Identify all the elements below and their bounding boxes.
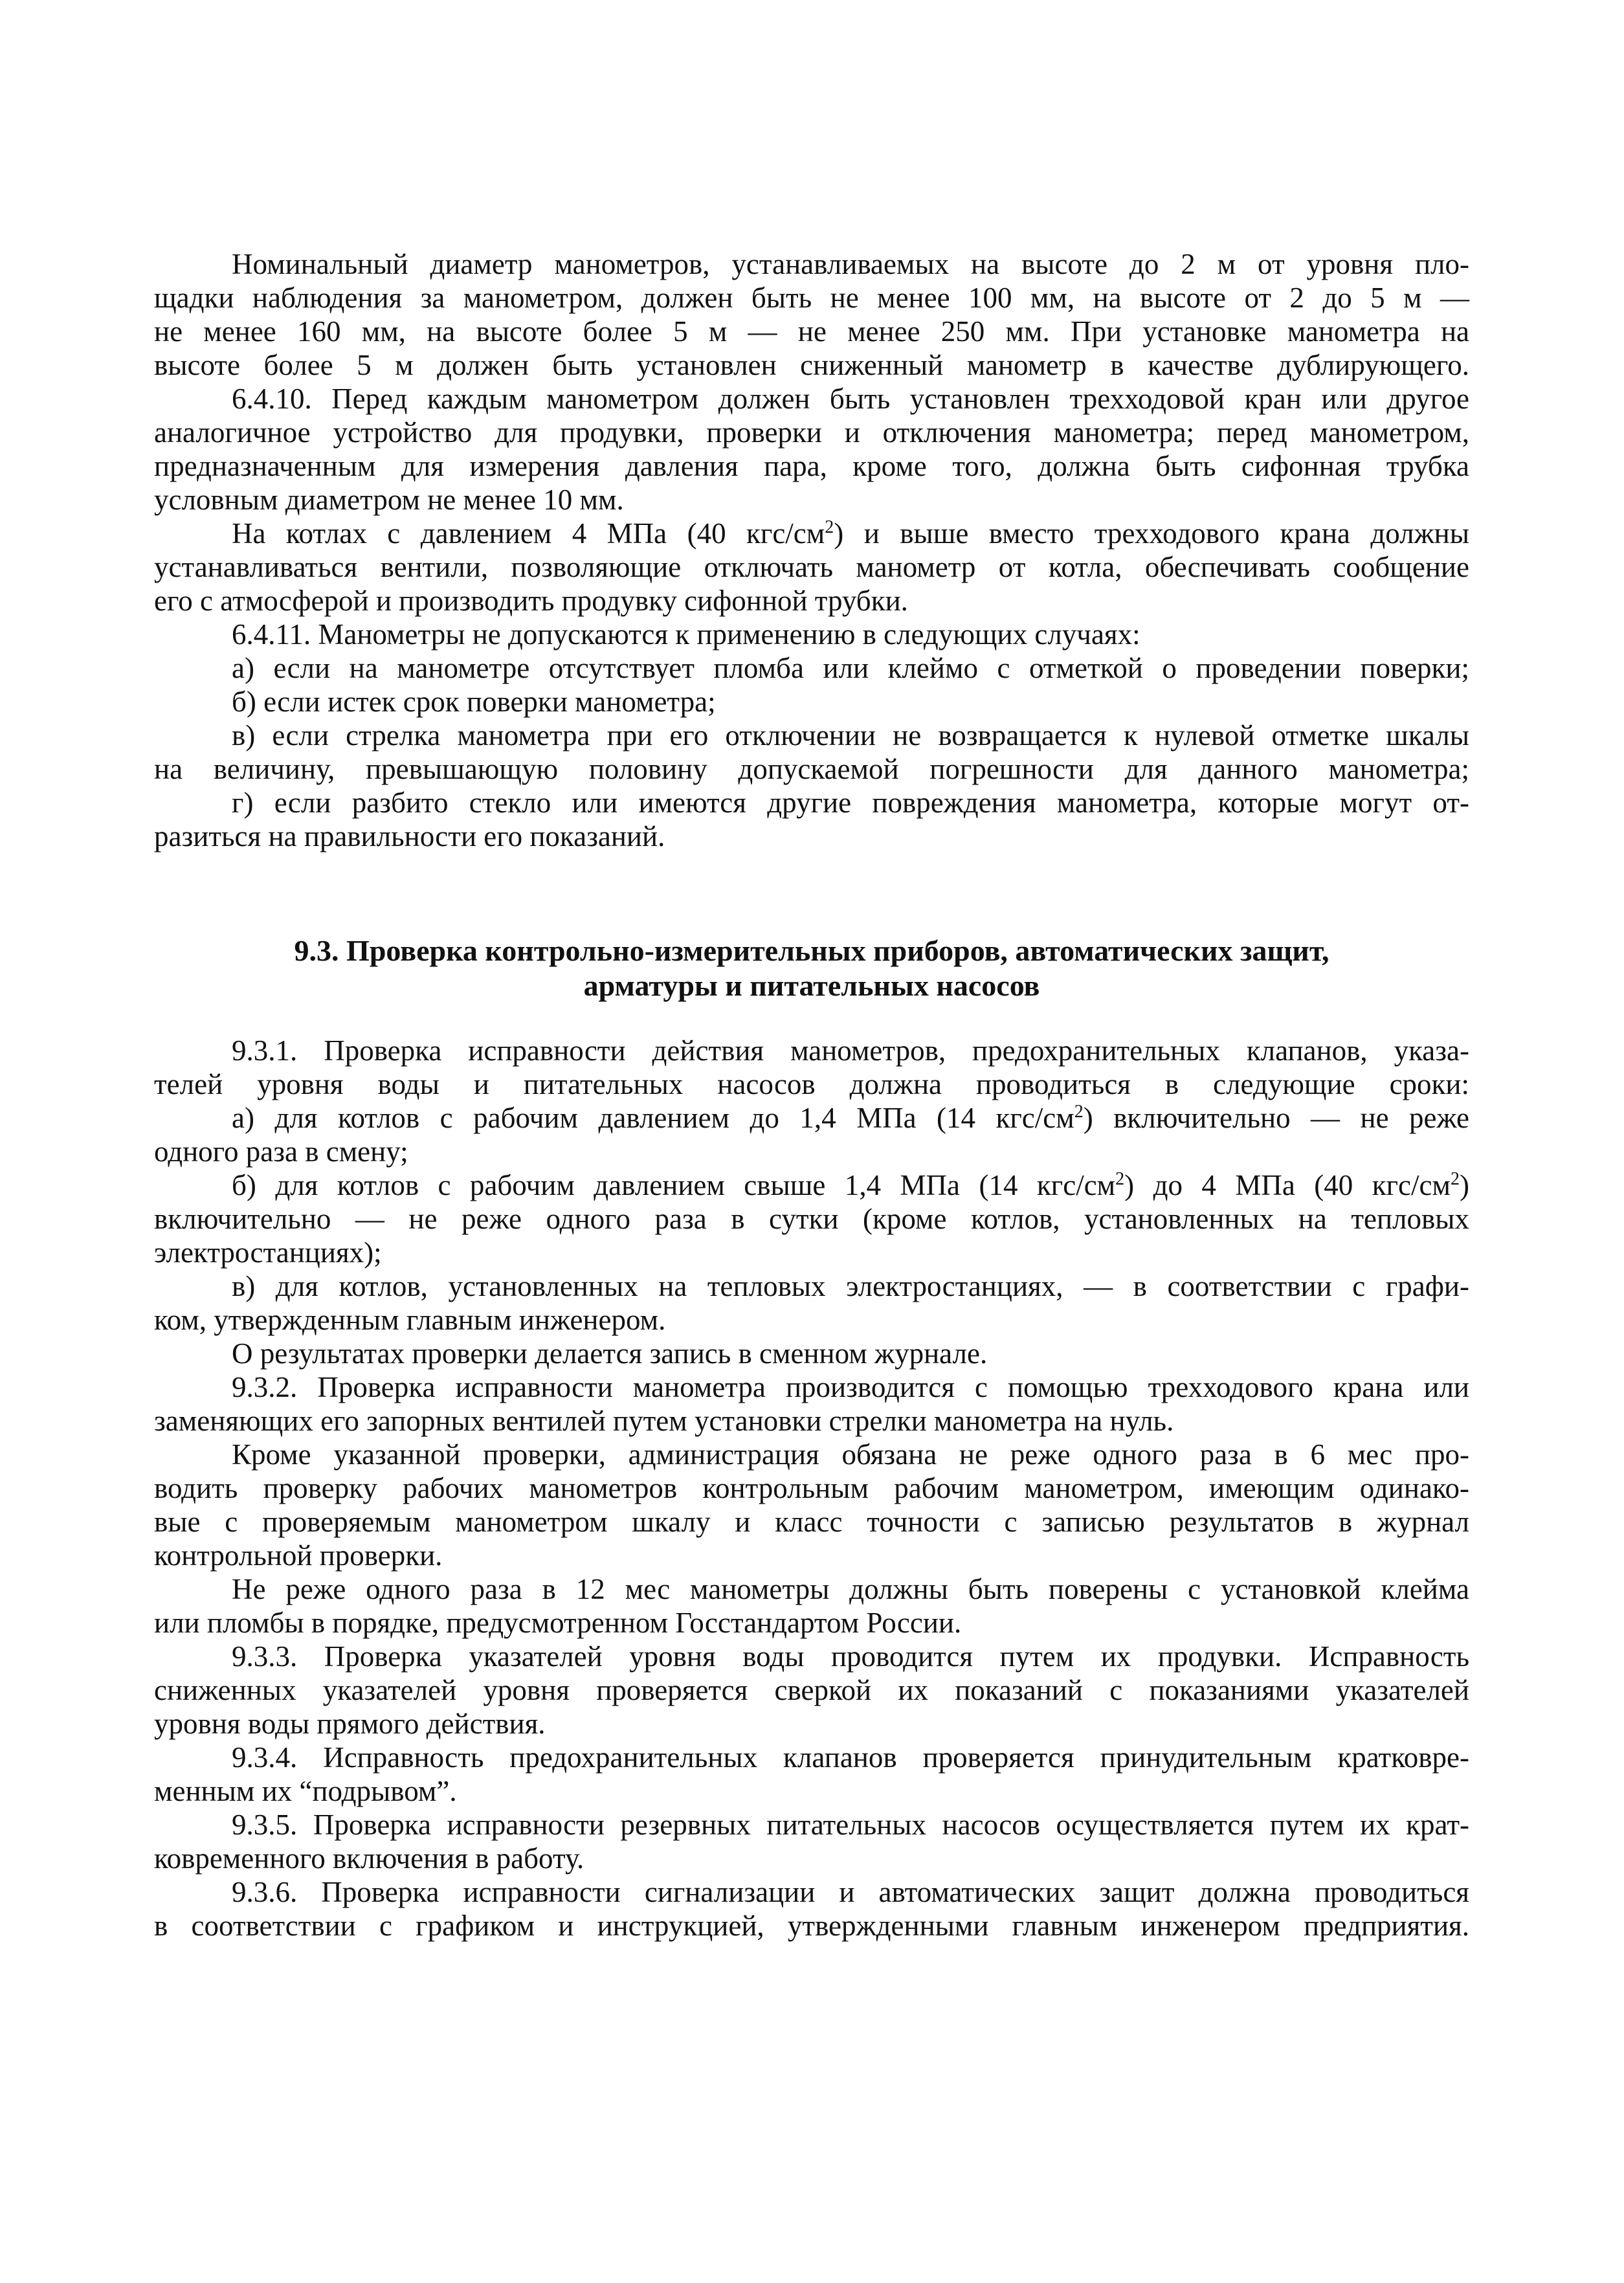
section-9-3-text — [154, 1034, 1469, 1943]
text-line: а) если на манометре отсутствует пломба или клеймо с отметкой о проведении поверки; — [232, 652, 1469, 684]
text-line: аналогичное устройство для продувки, проверки и отключения манометра; перед манометром, — [154, 416, 1469, 449]
text-line: 9.3.3. Проверка указателей уровня воды проводится путем их продувки. Исправность — [232, 1640, 1469, 1673]
text-line: контрольной проверки. — [154, 1539, 443, 1572]
text-line: заменяющих его запорных вентилей путем установки стрелки манометра на нуль. — [154, 1405, 1174, 1437]
text-line: Кроме указанной проверки, администрация обязана не реже одного раза в 6 мес про- — [232, 1438, 1469, 1471]
text-line: включительно — не реже одного раза в сутки (кроме котлов, установленных на тепловых — [154, 1203, 1469, 1235]
text-line: ковременного включения в работу. — [154, 1842, 584, 1875]
text-line: 6.4.10. Перед каждым манометром должен быть установлен трехходовой кран или другое — [232, 383, 1469, 415]
text-line: на величину, превышающую половину допускаемой погрешности для данного манометра; — [154, 753, 1469, 785]
text-line: уровня воды прямого действия. — [154, 1708, 546, 1740]
text-line: одного раза в смену; — [154, 1135, 408, 1168]
text-line: сниженных указателей уровня проверяется сверкой их показаний с показаниями указателей — [154, 1674, 1469, 1706]
text-line: 9.3.4. Исправность предохранительных клапанов проверяется принудительным кратковре- — [232, 1741, 1469, 1774]
text-line: телей уровня воды и питательных насосов должна проводиться в следующие сроки: — [154, 1068, 1469, 1100]
text-line: а) для котлов с рабочим давлением до 1,4 МПа (14 кгс/$см^2$) включительно — не реже — [232, 1102, 1469, 1134]
text-line: 9.3.6. Проверка исправности сигнализации и автоматических защит должна проводиться — [232, 1876, 1469, 1908]
text-line: ком, утвержденным главным инженером. — [154, 1304, 666, 1336]
text-line: предназначенным для измерения давления пара, кроме того, должна быть сифонная трубка — [154, 450, 1469, 482]
text-line: 9.3.5. Проверка исправности резервных питательных насосов осуществляется путем их крат- — [232, 1809, 1469, 1841]
text-line: в соответствии с графиком и инструкцией, утвержденными главным инженером предприятия. — [154, 1910, 1469, 1942]
text-line: высоте более 5 м должен быть установлен сниженный манометр в качестве дублирующего. — [154, 349, 1469, 381]
text-line: менным их “подрывом”. — [154, 1775, 457, 1807]
text-line: электростанциях); — [154, 1236, 382, 1269]
text-line: г) если разбито стекло или имеются другие повреждения манометра, которые могут от- — [232, 786, 1469, 819]
text-line: не менее 160 мм, на высоте более 5 м — не менее 250 мм. При установке манометра на — [154, 315, 1469, 348]
text-line: Номинальный диаметр манометров, устанавливаемых на высоте до 2 м от уровня пло- — [232, 248, 1469, 280]
section-heading-line-2: арматуры и питательных насосов — [583, 969, 1040, 1002]
text-line: условным диаметром не менее 10 мм. — [154, 484, 624, 516]
section-6-4-text — [154, 247, 1469, 853]
text-line: устанавливаться вентили, позволяющие отключать манометр от котла, обеспечивать сообщение — [154, 551, 1469, 583]
text-line: На котлах с давлением 4 МПа (40 кгс/$см^2$) и выше вместо трехходового крана должны — [232, 517, 1469, 550]
text-line: или пломбы в порядке, предусмотренном Госстандартом России. — [154, 1607, 962, 1639]
text-line: б) если истек срок поверки манометра; — [232, 685, 716, 718]
text-line: в) если стрелка манометра при его отключении не возвращается к нулевой отметке шкалы — [232, 719, 1469, 752]
text-line: водить проверку рабочих манометров контрольным рабочим манометром, имеющим одинако- — [154, 1472, 1469, 1504]
text-line: 9.3.2. Проверка исправности манометра производится с помощью трехходового крана или — [232, 1371, 1469, 1403]
text-line: О результатах проверки делается запись в сменном журнале. — [232, 1337, 988, 1370]
text-line: разиться на правильности его показаний. — [154, 820, 665, 852]
text-line: Не реже одного раза в 12 мес манометры должны быть поверены с установкой клейма — [232, 1573, 1469, 1605]
text-line: 6.4.11. Манометры не допускаются к применению в следующих случаях: — [232, 618, 1140, 651]
text-line: его с атмосферой и производить продувку сифонной трубки. — [154, 585, 908, 617]
text-line: вые с проверяемым манометром шкалу и класс точности с записью результатов в журнал — [154, 1506, 1469, 1538]
section-heading — [154, 933, 1469, 1003]
text-line: б) для котлов с рабочим давлением свыше 1,4 МПа (14 кгс/$см^2$) до 4 МПа (40 кгс/$см^2$) — [232, 1169, 1469, 1201]
text-line: в) для котлов, установленных на тепловых электростанциях, — в соответствии с графи- — [232, 1270, 1469, 1302]
section-heading-line-1: 9.3. Проверка контрольно-измерительных приборов, автоматических защит, — [294, 934, 1329, 967]
text-line: 9.3.1. Проверка исправности действия манометров, предохранительных клапанов, указа- — [232, 1034, 1469, 1067]
text-line: щадки наблюдения за манометром, должен быть не менее 100 мм, на высоте от 2 до 5 м — — [154, 282, 1469, 314]
